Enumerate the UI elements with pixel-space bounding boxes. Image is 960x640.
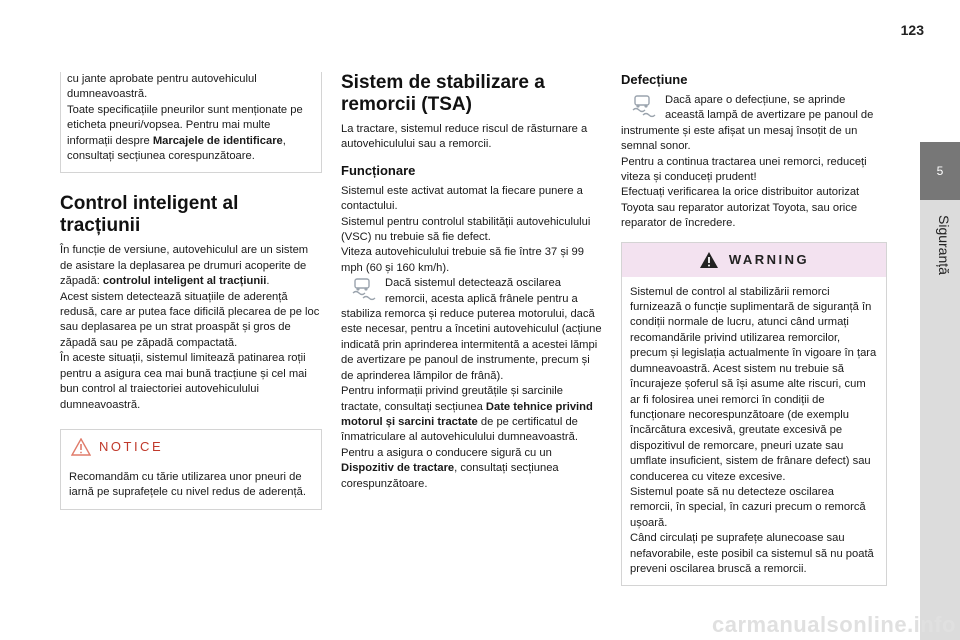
traction-para-1: În funcție de versiune, autovehiculul are un sistem de asistare la deplasarea pe drumuri acoperite de zăpadă: controlul inteligent al tracțiunii. [60,244,309,288]
warning-header [622,243,886,277]
intro-text-1: cu jante aprobate pentru autovehiculul dumneavoastră. [67,73,257,101]
defect-para-3: Efectuați verificarea la orice distribuitor autorizat Toyota sau reparator autorizat Toyota, sau orice reparator de încredere. [621,186,860,230]
warning-text-2: Sistemul poate să nu detecteze oscilarea remorcii, în special, în cazuri precum o remorcă ușoară. [630,485,866,529]
chapter-label: Siguranță [936,215,952,275]
defect-para-1: Dacă apare o defecțiune, se aprinde această lampă de avertizare pe panoul de instrumente și este afișat un mesaj însoțit de un semnal sonor. [621,94,874,153]
column-left [60,72,322,510]
defect-para-2: Pentru a continua tractarea unei remorci, reduceți viteza și conduceți prudent! [621,155,867,184]
subheading-functionare: Funcționare [341,162,416,178]
intro-box [60,72,322,173]
warning-text-1: Sistemul de control al stabilizării remorci furnizează o funcție suplimentară de siguranță în condiții normale de lucru, atunci când urmați recomandările privind utilizarea remorcilor, precum și legislația actualmente în vigoare în țara dumneavoastră. Acest sistem nu trebuie să încurajeze șoferul să își asume alte riscuri, cum ar fi folosirea unei remorci în condiții de funcționare necorespunzătoare (de exemplu încărcătura excesivă, greutate excesivă pe dispozitivul de remorcare, pneuri uzate sau umflate insuficient, sistem de frânare defect) sau conducerea cu viteze excesive. [630,285,877,483]
warning-title: WARNING [728,251,810,267]
tsa-para-6: Pentru a asigura o conducere sigură cu un Dispozitiv de tractare, consultați secțiunea corespunzătoare. [341,446,559,490]
page-number: 123 [900,22,924,38]
warning-box [621,242,887,587]
traction-para-2: Acest sistem detectează situațiile de aderență redusă, care ar putea face dificilă plecarea de pe loc sau deplasarea pe un strat proaspăt și gros de zăpadă sau pe zăpadă compactată. [60,290,320,349]
notice-triangle-icon [71,438,91,456]
tsa-para-2: Sistemul pentru controlul stabilității autovehiculului (VSC) nu trebuie să fie defect. [341,215,591,244]
tsa-para-1: Sistemul este activat automat la fiecare punere a contactului. [341,184,583,213]
skid-warning-icon [621,94,661,120]
intro-bold-link: Marcajele de identificare [152,134,283,147]
skid-warning-icon [341,277,381,303]
notice-box [60,429,322,510]
warning-triangle-icon [699,251,719,269]
warning-text-3: Când circulați pe suprafețe alunecoase sau nefavorabile, este posibil ca sistemul să nu poată preveni oscilarea bruscă a remorcii. [630,532,874,575]
section-heading-tsa: Sistem de stabilizare a remorcii (TSA) [341,72,545,115]
notice-text: Recomandăm cu tărie utilizarea unor pneuri de iarnă pe suprafețele cu nivel redus de aderență. [69,470,306,499]
section-heading-traction: Control inteligent al tracțiunii [60,193,239,237]
subheading-defectiune: Defecțiune [621,72,688,87]
tsa-para-3: Viteza autovehiculului trebuie să fie între 37 și 99 mph (60 și 160 km/h). [341,246,584,274]
chapter-number-tab[interactable]: 5 [920,142,960,200]
column-middle [341,72,603,492]
tsa-para-4: Dacă sistemul detectează oscilarea remorcii, acesta aplică frânele pentru a stabiliza remorca și reduce puterea motorului, dacă este necesar, pentru a încetini autovehiculul (acțiune indicată prin aprinderea intermitentă a acestei lămpi de avertizare pe panoul de instrumente, precum și de aprinderea lămpilor de frână). [341,277,602,382]
tsa-para-5: Pentru informații privind greutățile și sarcinile tractate, consultați secțiunea Date tehnice privind motorul și sarcini tractate de pe certificatul de înmatriculare al autovehiculului dumneavoastră. [341,385,593,444]
notice-title: NOTICE [99,439,164,455]
watermark: carmanualsonline.info [712,612,956,637]
intro-text-2: Toate specificațiile pneurilor sunt menționate pe eticheta pneuri/vopsea. Pentru mai multe informații despre Marcajele de identificare, consultați secțiunea corespunzătoare. [67,103,303,163]
traction-para-3: În aceste situații, sistemul limitează patinarea roții pentru a asigura cea mai bună tracțiune și cel mai bun control al traiectoriei autovehiculului dumneavoastră. [60,352,307,411]
column-right [621,72,887,586]
tsa-intro: La tractare, sistemul reduce riscul de răsturnare a autovehiculului sau a remorcii. [341,123,588,151]
